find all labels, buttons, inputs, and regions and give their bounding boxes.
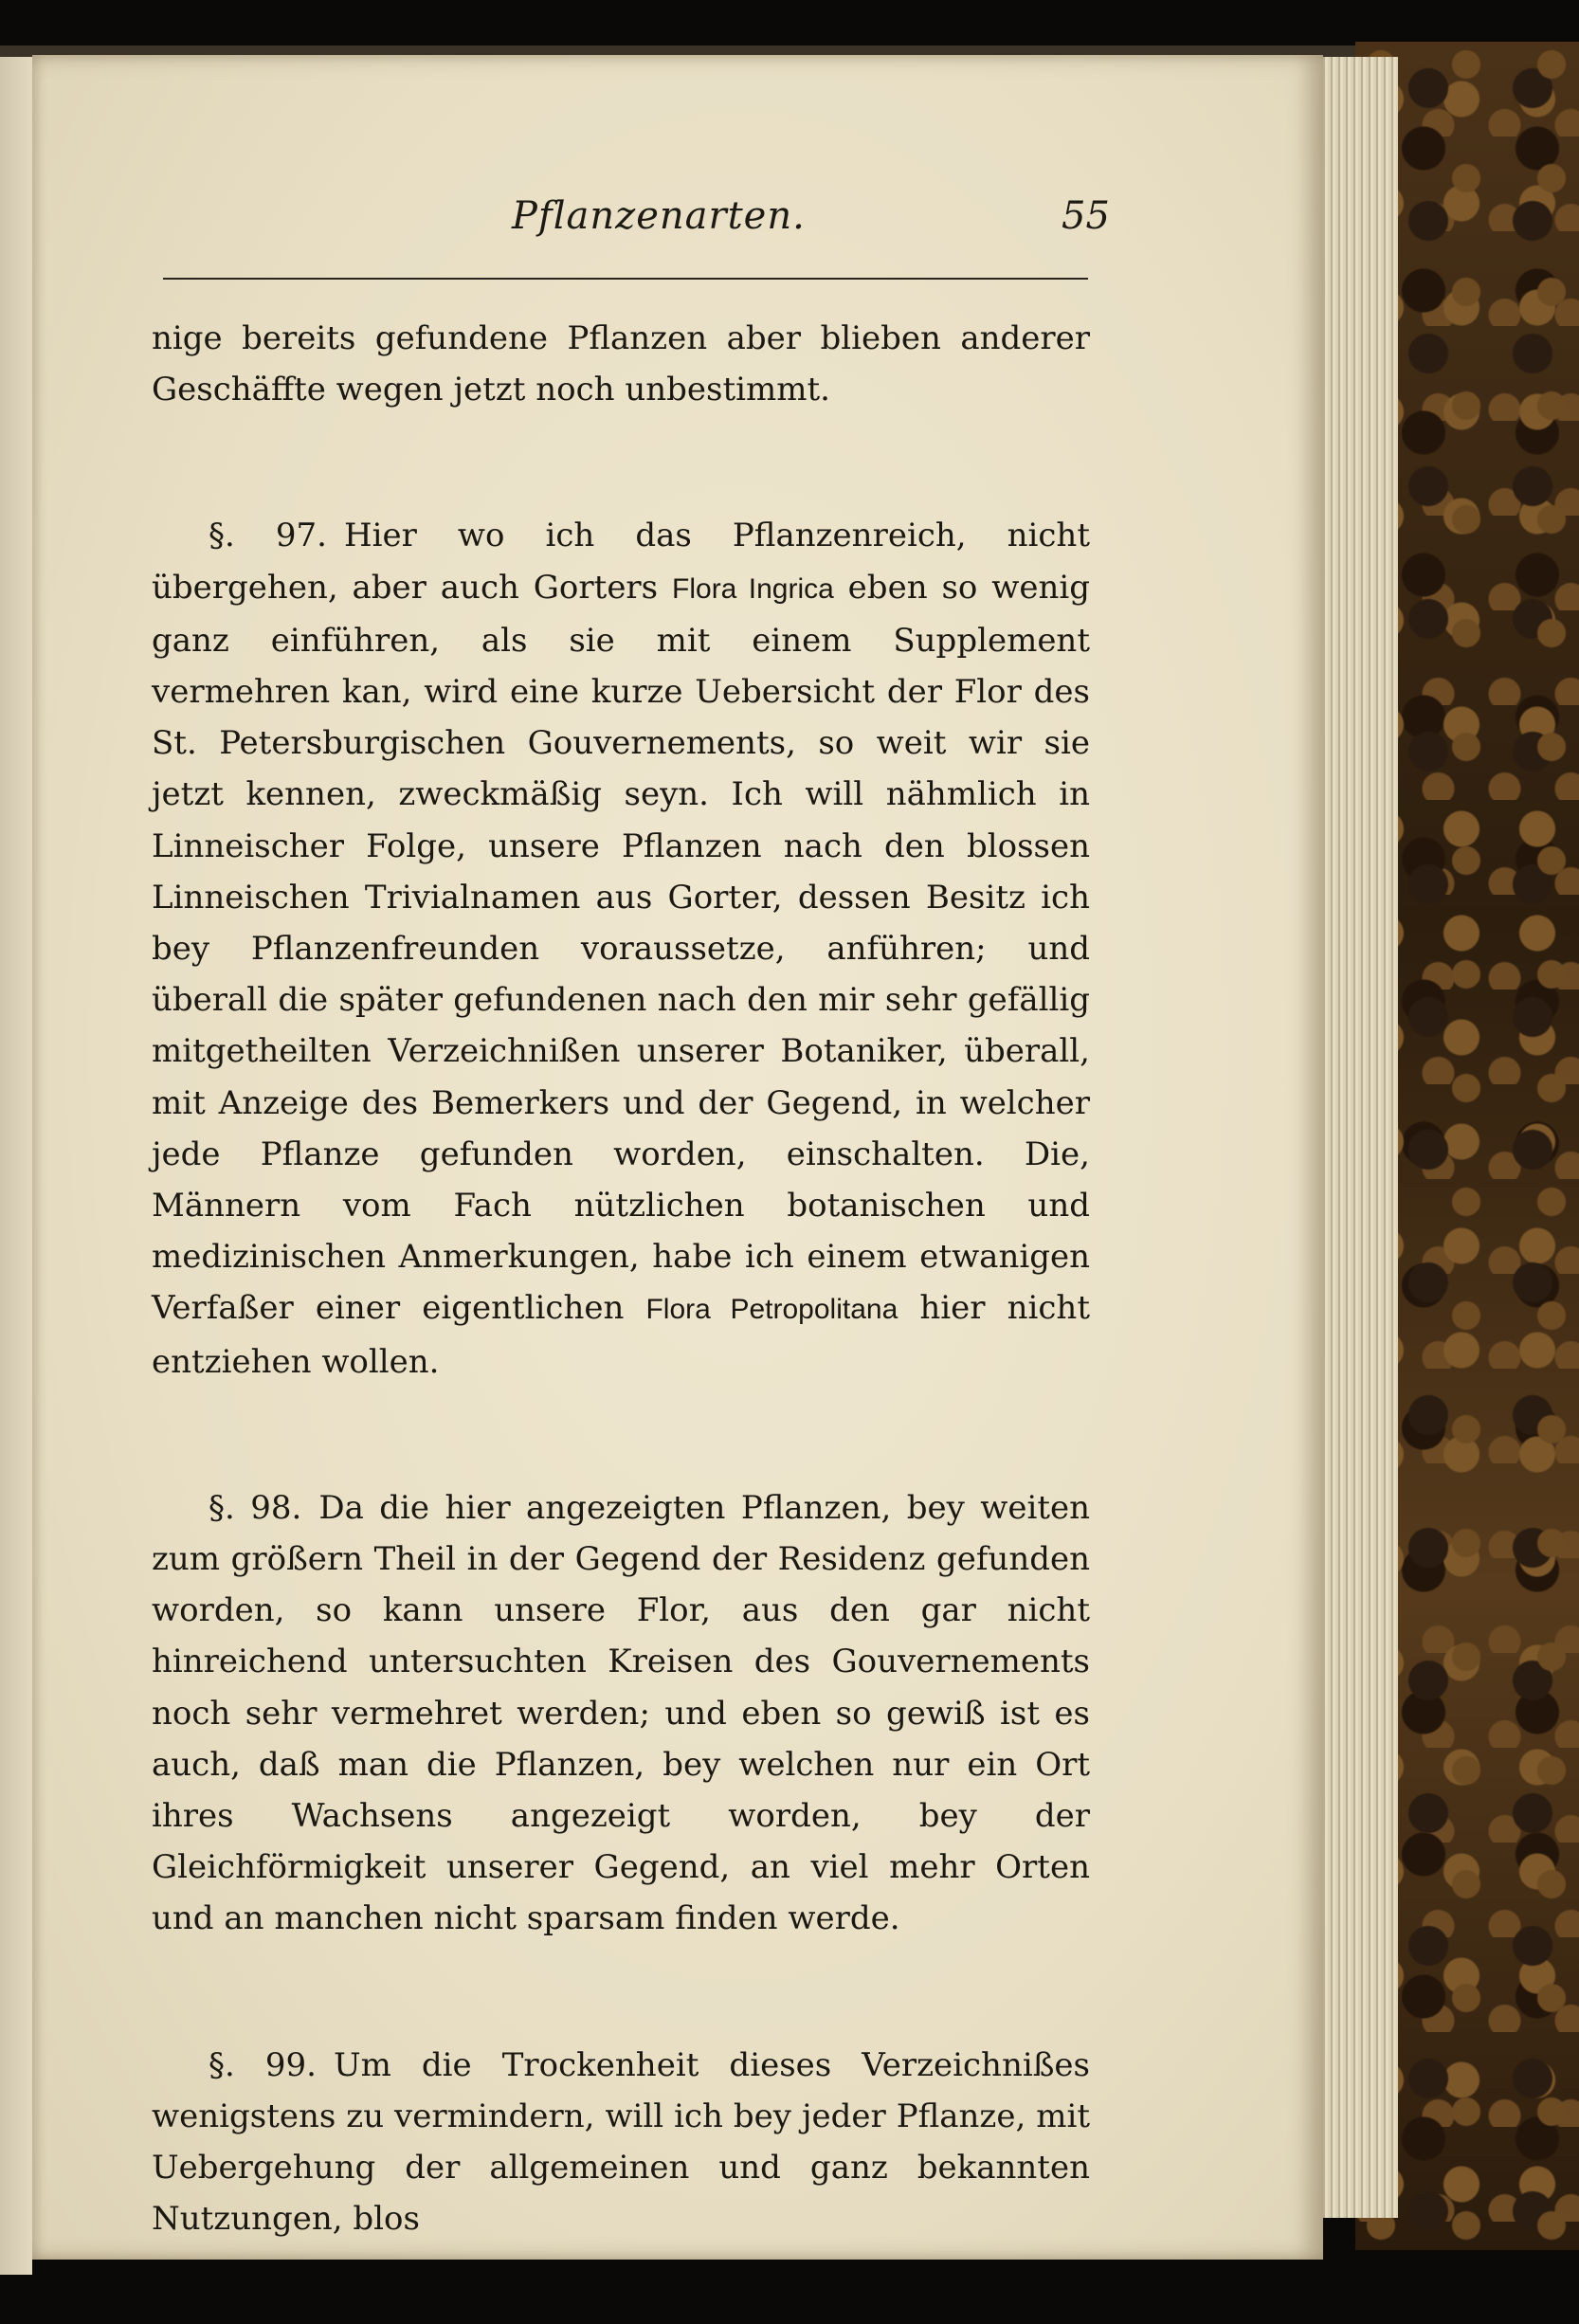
paragraph-text: eben so wenig ganz einführen, als sie mit einem Supplement vermehren kan, wird eine kurze Uebersicht der Flor des St. Petersburgischen Gouvernements, so weit wir sie jetzt kennen, zweckmäßig seyn. Ich will nähmlich in Linneischer Folge, unsere Pflanzen nach den blossen Linneischen Trivialnamen aus Gorter, dessen Besitz ich bey Pflanzenfreunden voraussetze, anführen; und überall die später gefundenen nach den mir sehr gefällig mitgetheilten Verzeichnißen unserer Botaniker, überall, mit Anzeige des Bemerkers und der Gegend, in welcher jede Pflanze gefunden worden, einschalten. Die, Männern vom Fach nützlichen botanischen und medizinischen Anmerkungen, habe ich einem etwanigen Verfaßer einer eigentlichen (152, 568, 1090, 1328)
paragraph-98 (152, 1482, 1090, 1945)
paragraph-continuation (152, 313, 1090, 415)
paragraph-number: §. 99. (209, 2045, 317, 2084)
latin-title: Flora Ingrica (672, 572, 834, 605)
page-body (152, 313, 1090, 2245)
page-number: 55 (1062, 194, 1110, 238)
facing-page-edge (0, 57, 32, 2275)
paragraph-text: Um die Trockenheit dieses Verzeichnißes wenigstens zu vermindern, will ich bey jeder Pflanze, mit Uebergehung der allgemeinen und ganz bekannten Nutzungen, blos (152, 2045, 1090, 2239)
paragraph-97 (152, 510, 1090, 1387)
paragraph-number: §. 98. (209, 1488, 302, 1527)
paragraph-text: Hier wo ich das Pflanzenreich, nicht übergehen, aber auch Gorters (152, 517, 1090, 607)
paragraph-text: hier nicht entziehen wollen. (152, 1289, 1090, 1381)
running-head: Pflanzenarten. (512, 194, 806, 238)
page-stack-edges (1313, 57, 1398, 2218)
paragraph-text: Da die hier angezeigten Pflanzen, bey weiten zum größern Theil in der Gegend der Residenz gefunden worden, so kann unsere Flor, aus den gar nicht hinreichend untersuchten Kreisen des Gouvernements noch sehr vermehret werden; und eben so gewiß ist es auch, daß man die Pflanzen, bey welchen nur ein Ort ihres Wachsens angezeigt worden, bey der Gleichförmigkeit unserer Gegend, an viel mehr Orten und an manchen nicht sparsam finden werde. (152, 1488, 1091, 1938)
latin-title: Flora Petropolitana (645, 1294, 898, 1326)
paragraph-text: nige bereits gefundene Pflanzen aber blieben anderer Geschäffte wegen jetzt noch unbestimmt. (152, 319, 1090, 409)
paragraph-number: §. 97. (209, 517, 327, 555)
paragraph-99 (152, 2040, 1090, 2245)
header-rule (163, 278, 1088, 280)
